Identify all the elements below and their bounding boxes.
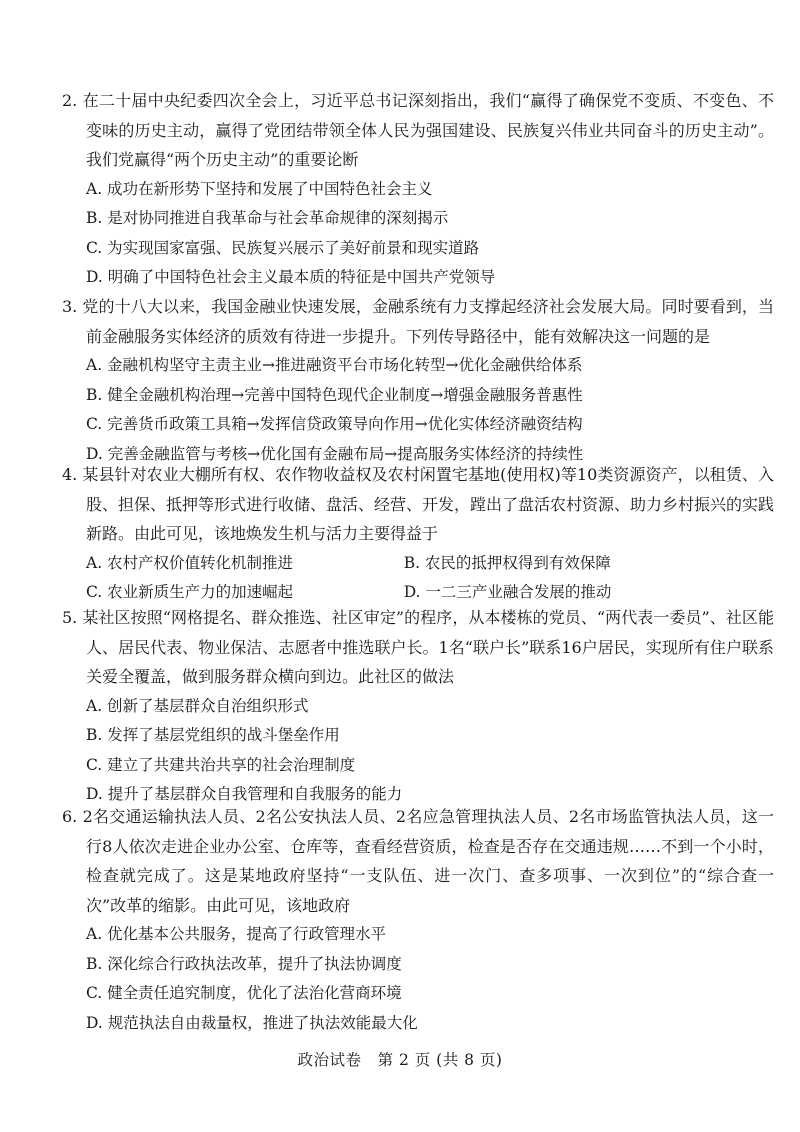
option-b: B. 是对协同推进自我革命与社会革命规律的深刻揭示 <box>86 209 449 227</box>
option-c: C. 为实现国家富强、民族复兴展示了美好前景和现实道路 <box>86 238 480 257</box>
option-b: B. 深化综合行政执法改革，提升了执法协调度 <box>86 954 402 973</box>
question-stem: 6. 2名交通运输执法人员、2名公安执法人员、2名应急管理执法人员、2名市场监管执法人员，这一行8人依次走进企业办公室、仓库等，查看经营资质，检查是否存在交通违规……不到一个小时，检查就完成了。这是某地政府坚持“一支队伍、进一次门、查多项事、一次到位”的“综合查一次”改革的缩影。由此可见，该地政府 <box>62 807 774 915</box>
question-2 <box>62 86 774 293</box>
option-d: D. 完善金融监管与考核→优化国有金融布局→提高服务实体经济的持续性 <box>86 444 584 463</box>
option-a: A. 金融机构坚守主责主业→推进融资平台市场化转型→优化金融供给体系 <box>86 356 583 374</box>
option-c: C. 健全责任追究制度，优化了法治化营商环境 <box>86 984 402 1002</box>
question-stem: 3. 党的十八大以来，我国金融业快速发展，金融系统有力支撑起经济社会发展大局。同时要看到，当前金融服务实体经济的质效有待进一步提升。下列传导路径中，能有效解决这一问题的是 <box>62 297 774 346</box>
question-6 <box>62 802 774 1038</box>
question-stem: 4. 某县针对农业大棚所有权、农作物收益权及农村闲置宅基地(使用权)等10类资源资产，以租赁、入股、担保、抵押等形式进行收储、盘活、经营、开发，蹚出了盘活农村资源、助力乡村振兴的实践新路。由此可见，该地焕发生机与活力主要得益于 <box>62 465 775 543</box>
question-4 <box>62 460 774 608</box>
page-footer: 政治试卷 第 2 页 (共 8 页) <box>297 1051 503 1069</box>
question-3 <box>62 292 774 469</box>
question-stem: 2. 在二十届中央纪委四次全会上，习近平总书记深刻指出，我们“赢得了确保党不变质、不变色、不变味的历史主动，赢得了党团结带领全体人民为强国建设、民族复兴伟业共同奋斗的历史主动”。我们党赢得“两个历史主动”的重要论断 <box>62 91 774 169</box>
option-a: A. 农村产权价值转化机制推进 <box>86 553 294 572</box>
option-d: D. 一二三产业融合发展的推动 <box>403 583 612 601</box>
option-d: D. 规范执法自由裁量权，推进了执法效能最大化 <box>86 1013 418 1032</box>
option-c: C. 建立了共建共治共享的社会治理制度 <box>86 755 356 774</box>
question-5 <box>62 603 774 810</box>
option-d: D. 明确了中国特色社会主义最本质的特征是中国共产党领导 <box>86 268 496 286</box>
option-c: C. 农业新质生产力的加速崛起 <box>86 583 294 601</box>
option-b: B. 健全金融机构治理→完善中国特色现代企业制度→增强金融服务普惠性 <box>86 385 583 404</box>
option-a: A. 创新了基层群众自治组织形式 <box>86 696 309 715</box>
option-c: C. 完善货币政策工具箱→发挥信贷政策导向作用→优化实体经济融资结构 <box>86 415 583 433</box>
question-stem: 5. 某社区按照“网格提名、群众推选、社区审定”的程序，从本楼栋的党员、“两代表一委员”、社区能人、居民代表、物业保洁、志愿者中推选联户长。1名“联户长”联系16户居民，实现所有住户联系关爱全覆盖，做到服务群众横向到边。此社区的做法 <box>62 608 774 686</box>
option-row <box>62 549 774 579</box>
option-d: D. 提升了基层群众自我管理和自我服务的能力 <box>86 785 403 803</box>
option-b: B. 发挥了基层党组织的战斗堡垒作用 <box>86 726 340 744</box>
option-a: A. 优化基本公共服务，提高了行政管理水平 <box>86 925 387 943</box>
option-a: A. 成功在新形势下坚持和发展了中国特色社会主义 <box>86 179 433 198</box>
option-b: B. 农民的抵押权得到有效保障 <box>403 553 611 572</box>
